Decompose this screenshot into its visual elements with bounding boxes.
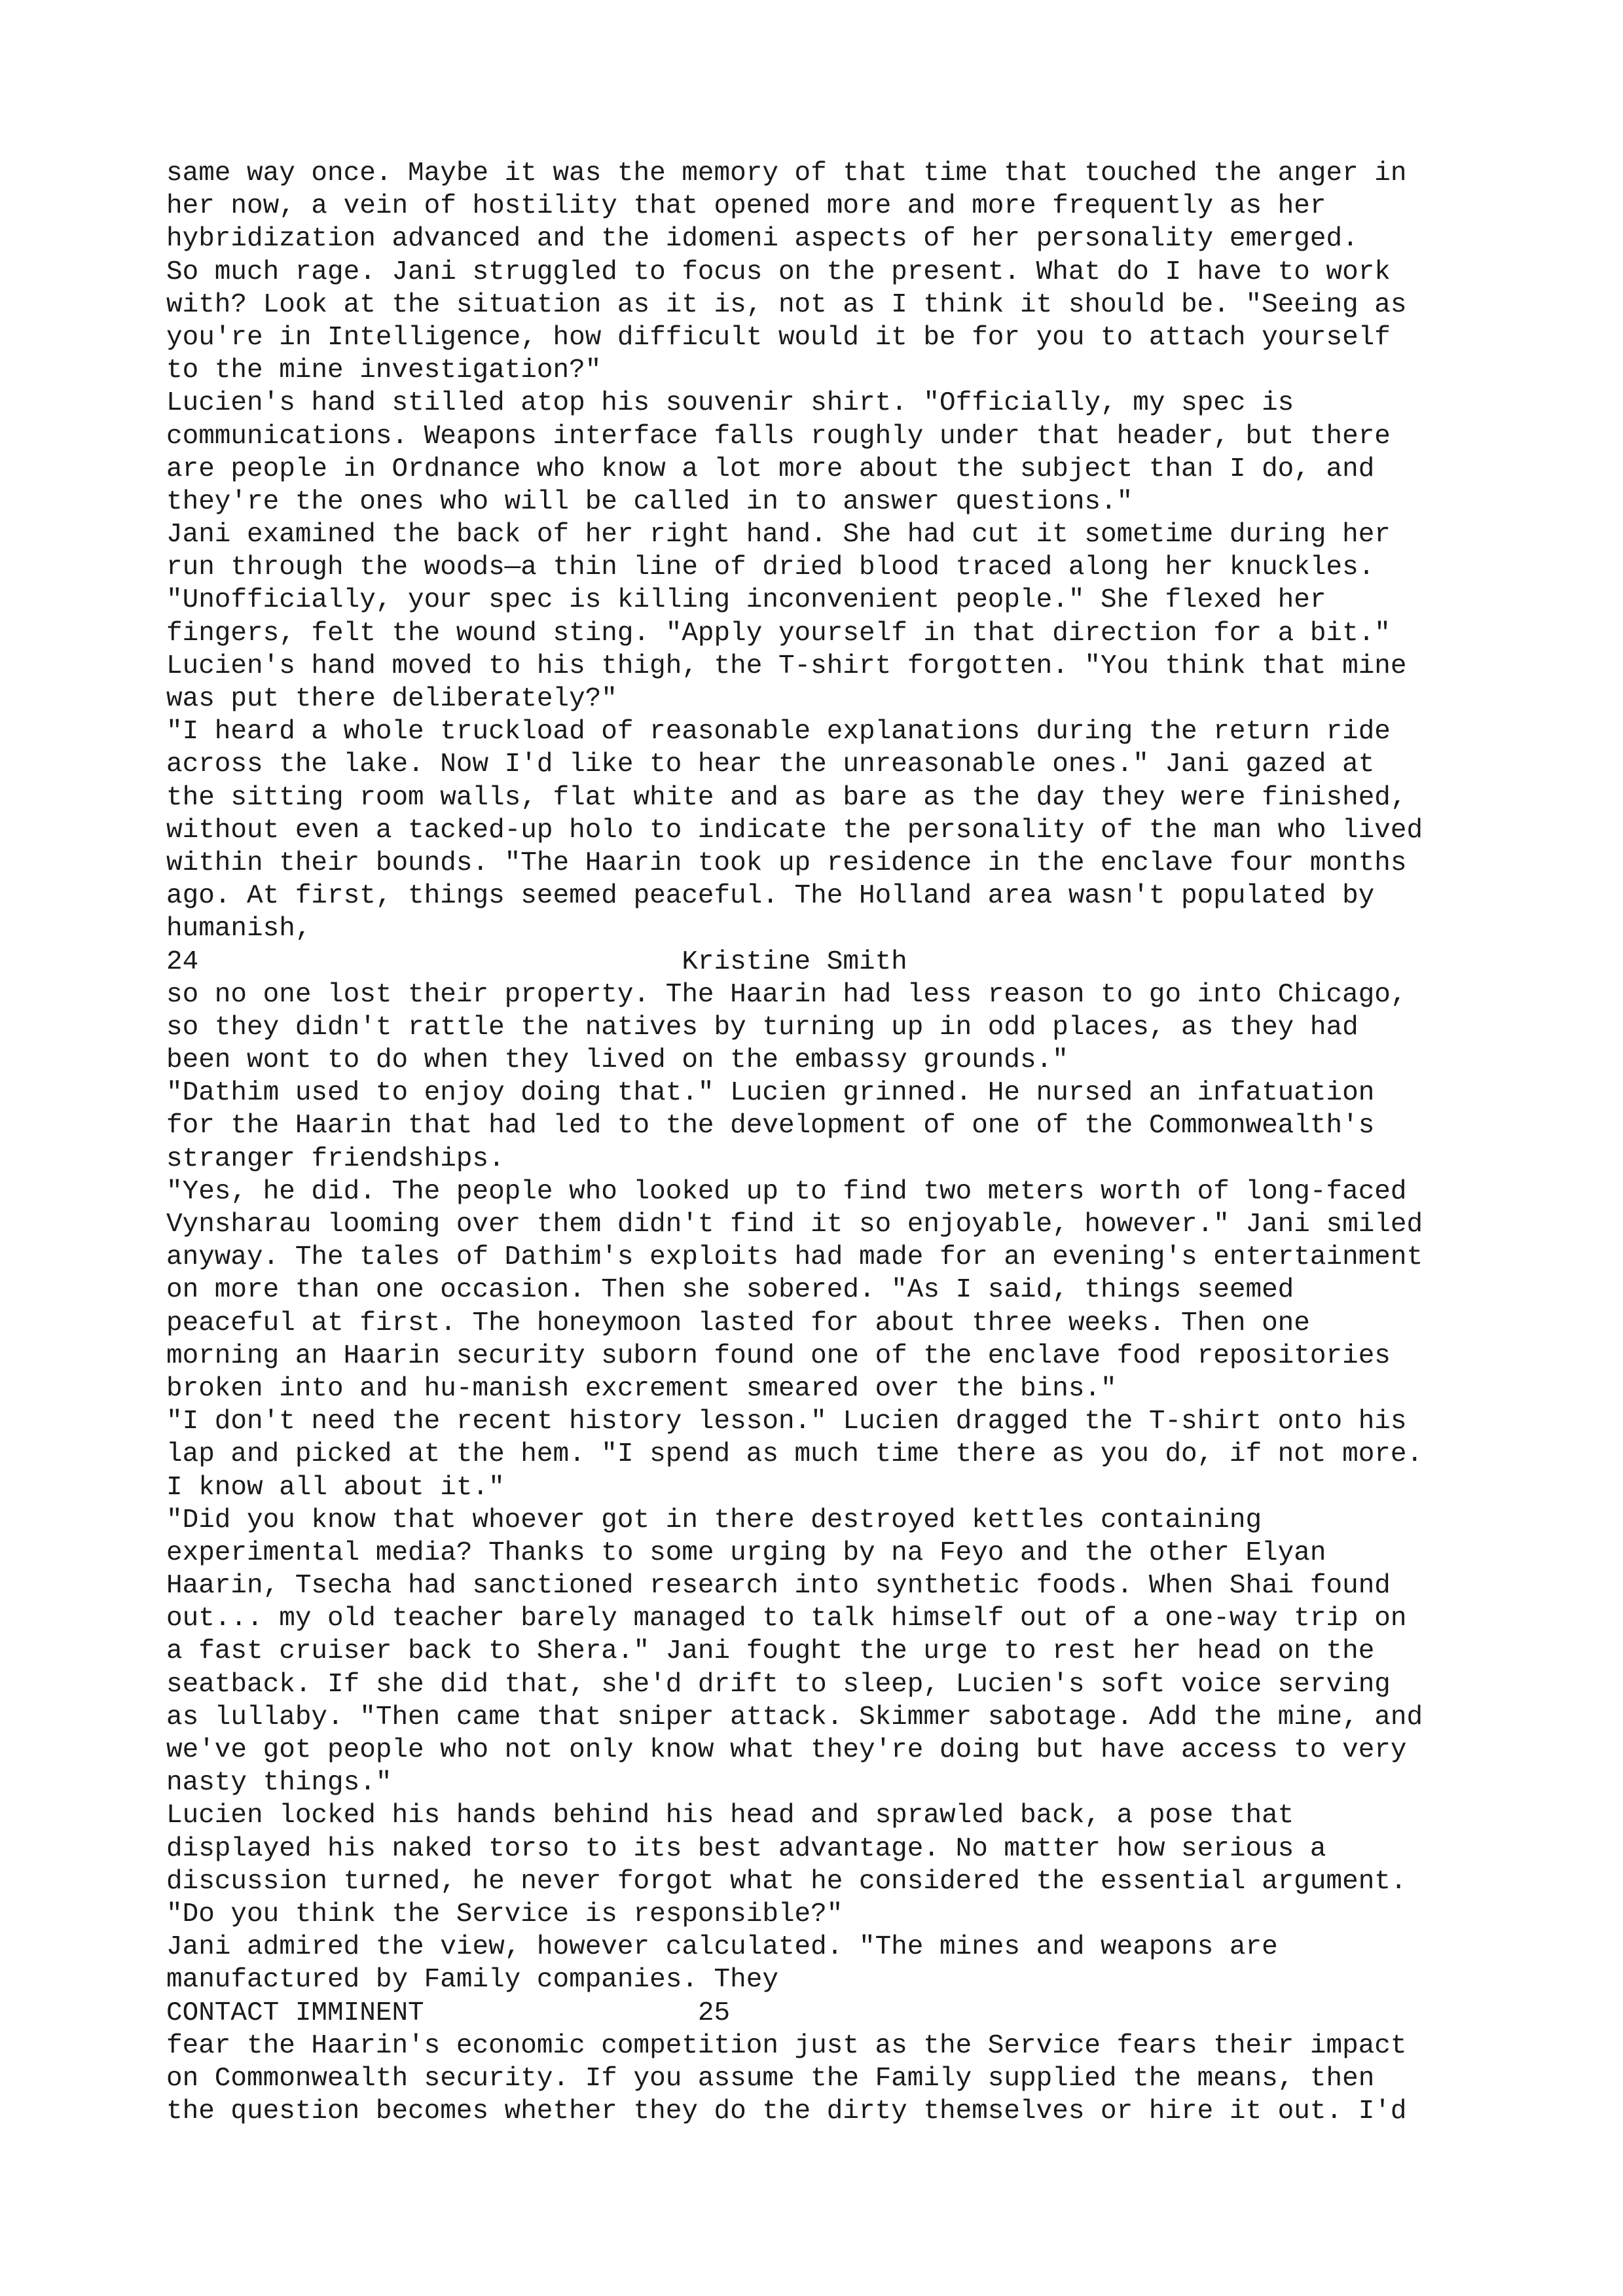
text-line: her now, a vein of hostility that opened more and more frequently as her [166,191,1326,222]
text-line: nasty things." [166,1768,392,1799]
text-line: Haarin, Tsecha had sanctioned research into synthetic foods. When Shai found [166,1571,1391,1602]
text-line: you're in Intelligence, how difficult would it be for you to attach yourself [166,322,1391,353]
text-line: fear the Haarin's economic competition just as the Service fears their impact [166,2030,1407,2061]
text-line: "Unofficially, your spec is killing inconvenient people." She flexed her [166,585,1326,616]
text-line: lap and picked at the hem. "I spend as much time there as you do, if not more. [166,1439,1423,1470]
text-line: peaceful at first. The honeymoon lasted for about three weeks. Then one [166,1308,1310,1338]
text-line: Lucien locked his hands behind his head and sprawled back, a pose that [166,1801,1294,1831]
text-line: "I don't need the recent history lesson." Lucien dragged the T-shirt onto his [166,1407,1407,1437]
text-line: been wont to do when they lived on the embassy grounds." [166,1045,1068,1076]
page-header: 24 Kristine Smith [166,946,907,977]
text-line: stranger friendships. [166,1143,505,1174]
text-line: seatback. If she did that, she'd drift to sleep, Lucien's soft voice serving [166,1669,1391,1700]
text-line: we've got people who not only know what they're doing but have access to very [166,1735,1407,1765]
text-line: they're the ones who will be called in to answer questions." [166,486,1133,517]
text-line: on Commonwealth security. If you assume the Family supplied the means, then [166,2063,1375,2094]
text-line: Jani examined the back of her right hand. She had cut it sometime during her [166,520,1391,550]
text-line: are people in Ordnance who know a lot more about the subject than I do, and [166,454,1375,484]
text-line: to the mine investigation?" [166,355,602,386]
text-line: same way once. Maybe it was the memory of that time that touched the anger in [166,158,1407,188]
text-line: across the lake. Now I'd like to hear the unreasonable ones." Jani gazed at [166,749,1375,780]
text-line: displayed his naked torso to its best advantage. No matter how serious a [166,1833,1326,1864]
page-header: CONTACT IMMINENT 25 [166,1998,731,2028]
text-line: the question becomes whether they do the dirty themselves or hire it out. I'd [166,2096,1407,2127]
text-line: was put there deliberately?" [166,684,617,714]
text-line: hybridization advanced and the idomeni aspects of her personality emerged. [166,224,1359,255]
text-line: broken into and hu-manish excrement smeared over the bins." [166,1373,1117,1404]
text-line: "Yes, he did. The people who looked up to find two meters worth of long-faced [166,1176,1407,1207]
text-line: I know all about it." [166,1472,505,1503]
text-line: Vynsharau looming over them didn't find it so enjoyable, however." Jani smiled [166,1210,1423,1240]
text-line: manufactured by Family companies. They [166,1965,778,1996]
text-line: so they didn't rattle the natives by turning up in odd places, as they had [166,1012,1359,1043]
text-line: without even a tacked-up holo to indicate the personality of the man who lived [166,815,1423,846]
text-line: experimental media? Thanks to some urging by na Feyo and the other Elyan [166,1537,1326,1568]
text-line: So much rage. Jani struggled to focus on the present. What do I have to work [166,257,1391,287]
text-line: as lullaby. "Then came that sniper attack. Skimmer sabotage. Add the mine, and [166,1702,1423,1732]
text-line: Jani admired the view, however calculated. "The mines and weapons are [166,1932,1278,1963]
text-line: the sitting room walls, flat white and as bare as the day they were finished, [166,782,1407,813]
text-line: run through the woods—a thin line of dried blood traced along her knuckles. [166,552,1375,583]
text-line: discussion turned, he never forgot what he considered the essential argument. [166,1866,1407,1897]
text-line: Lucien's hand moved to his thigh, the T-shirt forgotten. "You think that mine [166,651,1407,681]
text-line: so no one lost their property. The Haarin had less reason to go into Chicago, [166,979,1407,1010]
text-line: with? Look at the situation as it is, not as I think it should be. "Seeing as [166,289,1407,320]
text-line: "Did you know that whoever got in there destroyed kettles containing [166,1505,1262,1535]
text-line: for the Haarin that had led to the development of one of the Commonwealth's [166,1111,1375,1141]
text-line: "Do you think the Service is responsible?" [166,1899,843,1929]
text-line: within their bounds. "The Haarin took up residence in the enclave four months [166,848,1407,878]
text-line: Lucien's hand stilled atop his souvenir shirt. "Officially, my spec is [166,388,1294,419]
text-line: "I heard a whole truckload of reasonable explanations during the return ride [166,717,1391,747]
text-line: morning an Haarin security suborn found one of the enclave food repositories [166,1340,1391,1371]
text-line: ago. At first, things seemed peaceful. The Holland area wasn't populated by [166,881,1375,912]
text-line: a fast cruiser back to Shera." Jani fought the urge to rest her head on the [166,1636,1375,1667]
text-line: out... my old teacher barely managed to talk himself out of a one-way trip on [166,1604,1407,1634]
text-line: communications. Weapons interface falls roughly under that header, but there [166,421,1391,452]
text-line: fingers, felt the wound sting. "Apply yourself in that direction for a bit." [166,618,1391,649]
text-line: anyway. The tales of Dathim's exploits had made for an evening's entertainment [166,1242,1423,1273]
document-page [166,157,1476,2128]
text-line: "Dathim used to enjoy doing that." Lucien grinned. He nursed an infatuation [166,1078,1375,1109]
text-line: on more than one occasion. Then she sobered. "As I said, things seemed [166,1275,1294,1306]
text-line: humanish, [166,914,312,944]
